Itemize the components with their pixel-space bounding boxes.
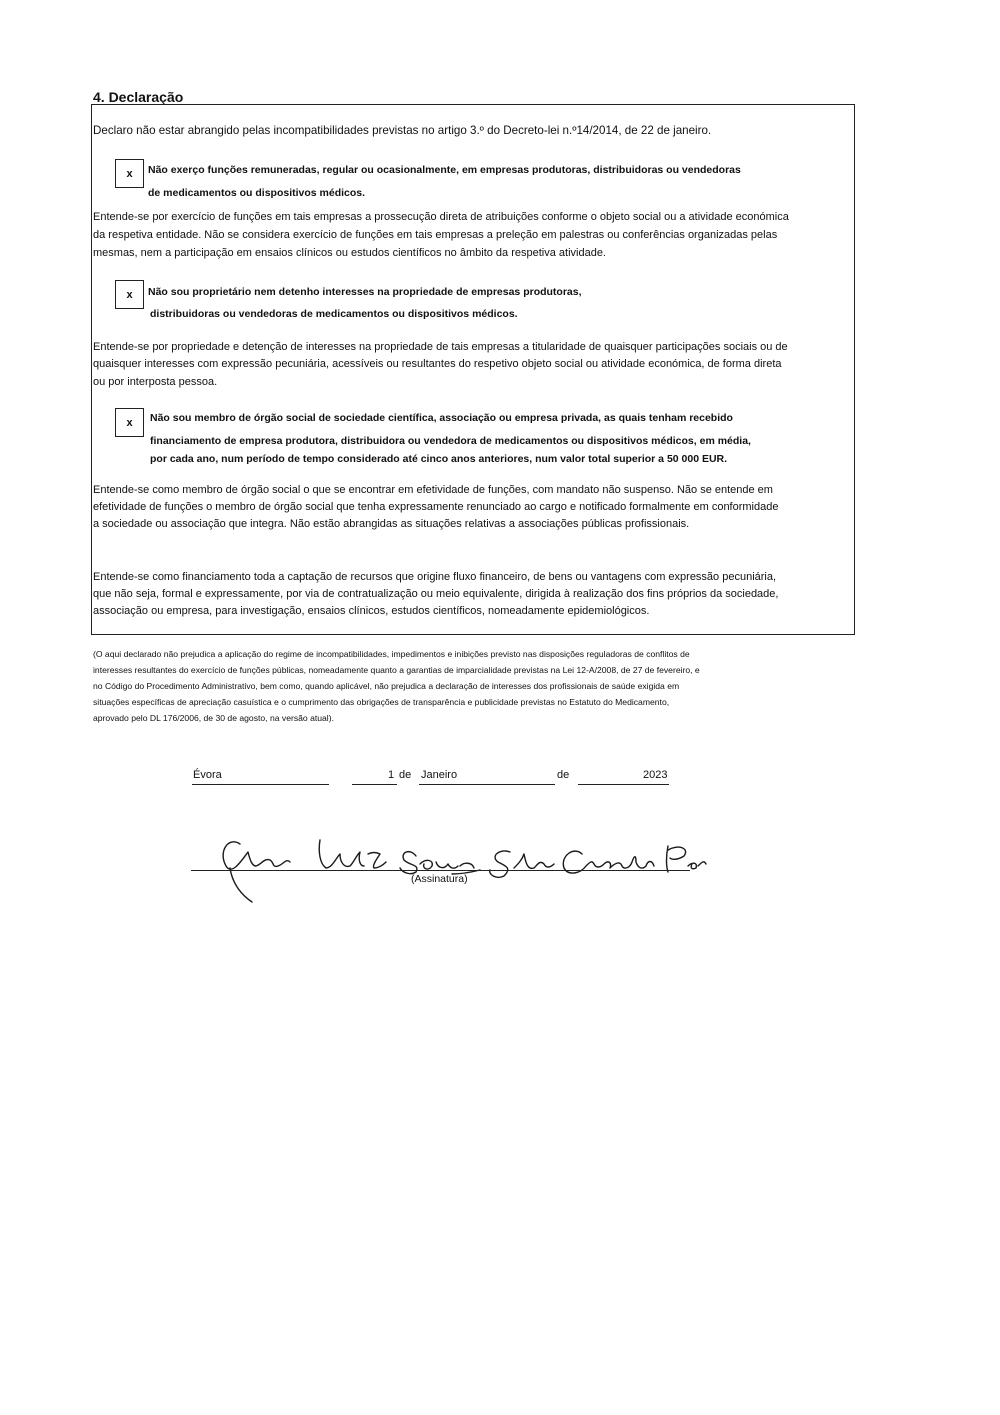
item2-statement-line2: distribuidoras ou vendedoras de medicamentos ou dispositivos médicos. [150, 308, 518, 320]
financing-definition-line2: que não seja, formal e expressamente, por via de contratualização ou meio equivalente, dirigida à realização dos fins próprios da sociedade, [93, 588, 779, 600]
signature-caption: (Assinatura) [411, 873, 468, 885]
item3-statement-line1: Não sou membro de órgão social de sociedade científica, associação ou empresa privada, as quais tenham recebido [150, 412, 733, 424]
month-underline [419, 784, 555, 785]
footnote-line1: (O aqui declarado não prejudica a aplicação do regime de incompatibilidades, impedimentos e inibições previsto nas disposições reguladoras de conflitos de [93, 649, 690, 659]
item1-explanation-line3: mesmas, nem a participação em ensaios clínicos ou estudos científicos no âmbito da respetiva atividade. [93, 247, 606, 259]
section-title: 4. Declaração [93, 89, 184, 105]
item1-explanation-line1: Entende-se por exercício de funções em tais empresas a prossecução direta de atribuições conforme o objeto social ou a atividade económica [93, 211, 789, 223]
item1-statement-line1: Não exerço funções remuneradas, regular ou ocasionalmente, em empresas produtoras, distribuidoras ou vendedoras [148, 164, 741, 176]
declaration-intro: Declaro não estar abrangido pelas incompatibilidades previstas no artigo 3.º do Decreto-lei n.º14/2014, de 22 de janeiro. [93, 124, 712, 137]
item1-explanation-line2: da respetiva entidade. Não se considera exercício de funções em tais empresas a preleção em palestras ou conferências organizadas pelas [93, 229, 778, 241]
financing-definition-line1: Entende-se como financiamento toda a captação de recursos que origine fluxo financeiro, de bens ou vantagens com expressão pecuniária, [93, 571, 777, 583]
item2-statement-line1: Não sou proprietário nem detenho interesses na propriedade de empresas produtoras, [148, 286, 582, 298]
year-field[interactable]: 2023 [643, 769, 668, 781]
item2-explanation-line1: Entende-se por propriedade e detenção de interesses na propriedade de tais empresas a titularidade de quaisquer participações sociais ou de [93, 341, 788, 353]
footnote-line4: situações específicas de apreciação casuística e o cumprimento das obrigações de transparência e publicidade previstas no Estatuto do Medicamento, [93, 697, 670, 707]
item3-explanation-line3: a sociedade ou associação que integra. Não estão abrangidas as situações relativas a associações públicas profissionais. [93, 518, 690, 530]
footnote-line2: interesses resultantes do exercício de funções públicas, nomeadamente quanto a garantias de imparcialidade previstas na Lei 12-A/2008, de 27 de fevereiro, e [93, 665, 700, 675]
financing-definition-line3: associação ou empresa, para investigação, ensaios clínicos, estudos científicos, nomeadamente epidemiológicos. [93, 605, 650, 617]
day-field[interactable]: 1 [388, 769, 395, 781]
item1-statement-line2: de medicamentos ou dispositivos médicos. [148, 187, 366, 199]
footnote-line3: no Código do Procedimento Administrativo, bem como, quando aplicável, não prejudica a declaração de interesses dos profissionais de saúde exigida em [93, 681, 680, 691]
item3-explanation-line2: efetividade de funções o membro de órgão social que tenha expressamente renunciado ao cargo e notificado formalmente em conformidade [93, 501, 779, 513]
date-separator-1: de [399, 769, 412, 781]
item2-explanation-line2: quaisquer interesses com expressão pecuniária, acessíveis ou resultantes do respetivo objeto social ou atividade económica, de forma direta [93, 358, 782, 370]
year-underline [578, 784, 669, 785]
month-field[interactable]: Janeiro [421, 769, 458, 781]
item3-explanation-line1: Entende-se como membro de órgão social o que se encontrar em efetividade de funções, com mandato não suspenso. Não se entende em [93, 484, 773, 496]
date-separator-2: de [557, 769, 570, 781]
item3-statement-line3: por cada ano, num período de tempo considerado até cinco anos anteriores, num valor total superior a 50 000 EUR. [150, 453, 728, 465]
day-underline [352, 784, 397, 785]
footnote-line5: aprovado pelo DL 176/2006, de 30 de agosto, na versão atual). [93, 713, 334, 723]
item2-explanation-line3: ou por interposta pessoa. [93, 376, 218, 388]
checkbox-no-board-membership[interactable]: x [115, 408, 144, 437]
place-field[interactable]: Évora [193, 769, 222, 781]
signature-line [191, 870, 690, 871]
item3-statement-line2: financiamento de empresa produtora, distribuidora ou vendedora de medicamentos ou dispositivos médicos, em média, [150, 435, 751, 447]
checkbox-no-ownership[interactable]: x [115, 280, 144, 309]
place-underline [192, 784, 329, 785]
checkbox-no-paid-functions[interactable]: x [115, 159, 144, 188]
